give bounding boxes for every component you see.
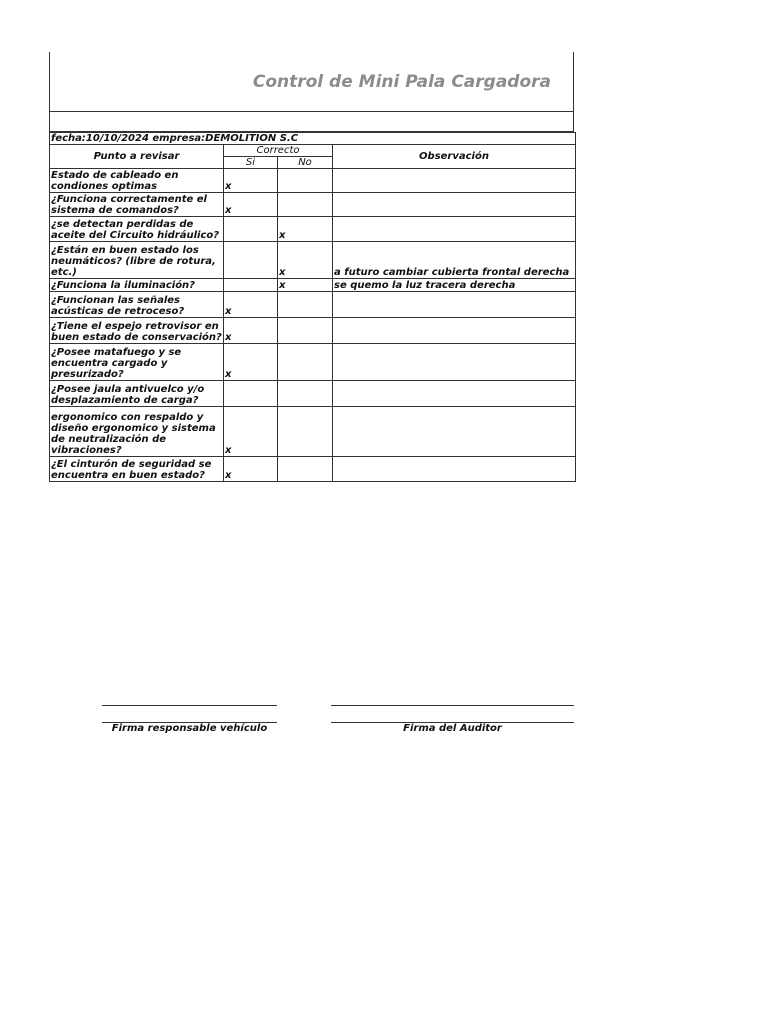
row-si <box>224 242 278 279</box>
row-no <box>278 344 333 381</box>
document-title: Control de Mini Pala Cargadora <box>252 72 551 92</box>
row-si: x <box>224 318 278 344</box>
signature-left <box>102 705 277 735</box>
row-si: x <box>224 169 278 193</box>
table-row <box>50 217 576 242</box>
row-obs: se quemo la luz tracera derecha <box>333 279 576 292</box>
row-punto: ¿Tiene el espejo retrovisor en buen estado de conservación? <box>50 318 224 344</box>
row-obs <box>333 292 576 318</box>
header-correcto: Correcto <box>224 145 333 157</box>
row-punto: ¿Están en buen estado los neumáticos? (libre de rotura, etc.) <box>50 242 224 279</box>
table-row <box>50 169 576 193</box>
table-row <box>50 292 576 318</box>
row-punto: ¿Posee matafuego y se encuentra cargado y presurizado? <box>50 344 224 381</box>
row-si: x <box>224 193 278 217</box>
row-si: x <box>224 344 278 381</box>
row-no <box>278 169 333 193</box>
row-obs <box>333 344 576 381</box>
checklist-sheet <box>49 52 574 482</box>
signature-label-right: Firma del Auditor <box>331 722 574 735</box>
row-si <box>224 217 278 242</box>
table-row <box>50 407 576 457</box>
row-obs <box>333 381 576 407</box>
row-obs: a futuro cambiar cubierta frontal derecha <box>333 242 576 279</box>
signature-line-left <box>102 705 277 722</box>
table-row <box>50 318 576 344</box>
signature-line-right <box>331 705 574 722</box>
row-si <box>224 279 278 292</box>
signature-right <box>331 705 574 735</box>
row-punto: Estado de cableado en condiones optimas <box>50 169 224 193</box>
table-row <box>50 457 576 482</box>
row-no <box>278 318 333 344</box>
header-no: No <box>278 157 333 169</box>
row-no: x <box>278 279 333 292</box>
inspection-table <box>49 132 576 482</box>
row-obs <box>333 407 576 457</box>
row-no <box>278 381 333 407</box>
signature-label-left: Firma responsable vehículo <box>102 722 277 735</box>
row-punto: ¿se detectan perdidas de aceite del Circuito hidráulico? <box>50 217 224 242</box>
table-row <box>50 344 576 381</box>
row-obs <box>333 318 576 344</box>
row-punto: ergonomico con respaldo y diseño ergonomico y sistema de neutralización de vibraciones? <box>50 407 224 457</box>
table-row <box>50 242 576 279</box>
row-no <box>278 292 333 318</box>
row-obs <box>333 193 576 217</box>
row-punto: ¿Funciona correctamente el sistema de comandos? <box>50 193 224 217</box>
row-obs <box>333 457 576 482</box>
row-punto: ¿El cinturón de seguridad se encuentra en buen estado? <box>50 457 224 482</box>
row-no: x <box>278 217 333 242</box>
table-row <box>50 381 576 407</box>
row-no: x <box>278 242 333 279</box>
row-punto: ¿Posee jaula antivuelco y/o desplazamiento de carga? <box>50 381 224 407</box>
row-obs <box>333 217 576 242</box>
table-row <box>50 279 576 292</box>
row-punto: ¿Funcionan las señales acústicas de retroceso? <box>50 292 224 318</box>
row-si <box>224 381 278 407</box>
row-si: x <box>224 457 278 482</box>
header-punto: Punto a revisar <box>50 145 224 169</box>
row-punto: ¿Funciona la iluminación? <box>50 279 224 292</box>
row-si: x <box>224 407 278 457</box>
table-row <box>50 193 576 217</box>
row-no <box>278 407 333 457</box>
blank-row <box>49 112 574 132</box>
header-observacion: Observación <box>333 145 576 169</box>
title-box <box>49 52 574 112</box>
date-company-info: fecha:10/10/2024 empresa:DEMOLITION S.C <box>50 133 576 145</box>
row-obs <box>333 169 576 193</box>
row-si: x <box>224 292 278 318</box>
row-no <box>278 457 333 482</box>
row-no <box>278 193 333 217</box>
header-si: Si <box>224 157 278 169</box>
